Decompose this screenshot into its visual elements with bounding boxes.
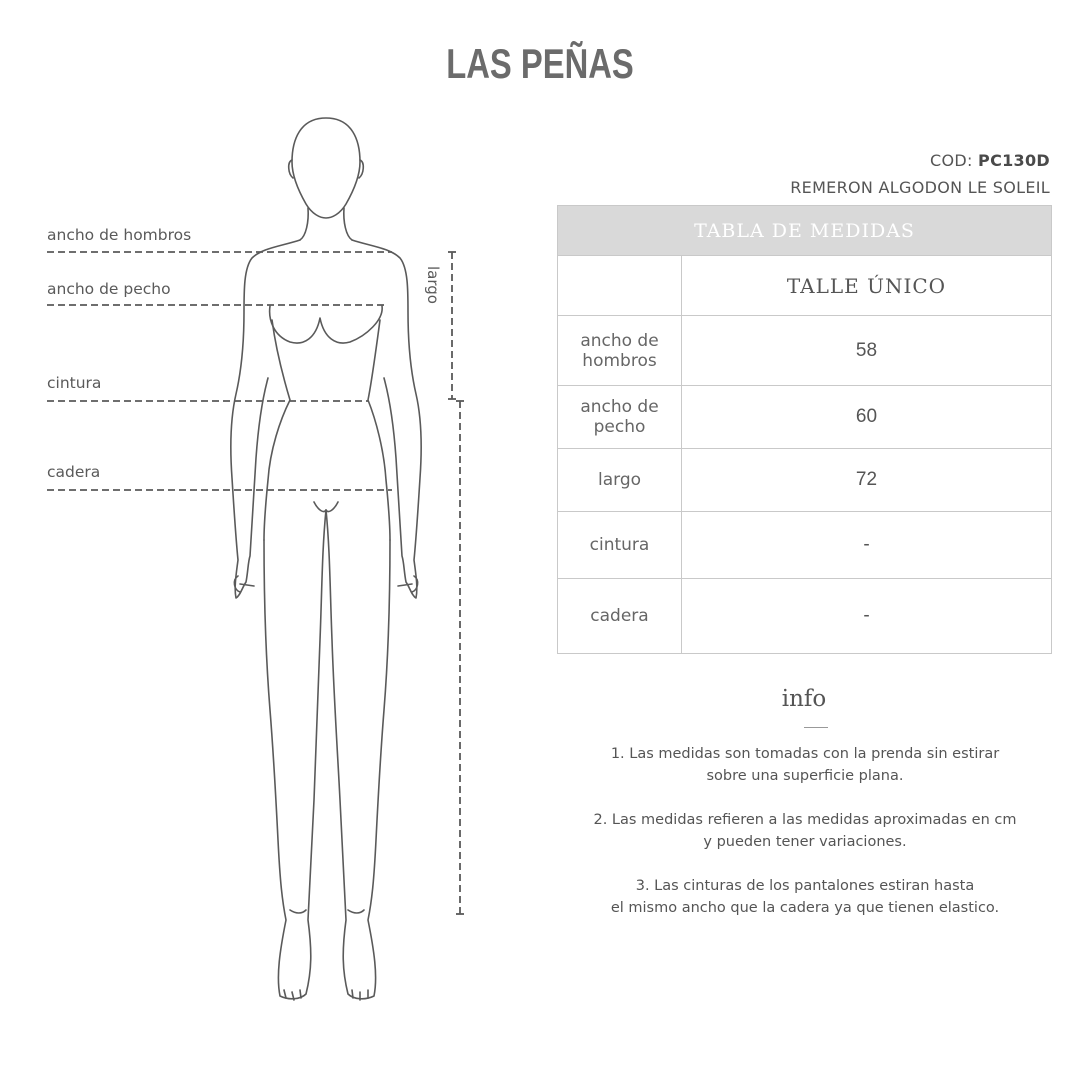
row-value: 60: [682, 386, 1052, 449]
size-column-header: TALLE ÚNICO: [682, 256, 1052, 316]
product-code: [930, 151, 1050, 170]
table-row: [558, 386, 1052, 449]
chest-label: ancho de pecho: [47, 280, 171, 298]
row-value: -: [682, 579, 1052, 654]
table-row: [558, 512, 1052, 579]
waist-label: cintura: [47, 374, 102, 392]
size-table-corner-cell: [558, 256, 682, 316]
row-label: ancho de hombros: [558, 316, 682, 386]
size-table-title: TABLA DE MEDIDAS: [558, 206, 1052, 256]
row-value: 58: [682, 316, 1052, 386]
row-value: 72: [682, 449, 1052, 512]
figure-torso-left: [264, 320, 290, 540]
shoulders-label: ancho de hombros: [47, 226, 192, 244]
table-row: [558, 579, 1052, 654]
figure-left-arm: [231, 240, 300, 598]
row-label: largo: [558, 449, 682, 512]
info-title: info: [781, 686, 827, 712]
figure-torso-right: [368, 320, 390, 540]
brand-title: LAS PEÑAS: [446, 40, 634, 87]
info-note-1: 1. Las medidas son tomadas con la prenda sin estirar sobre una superficie plana.: [610, 746, 1000, 784]
product-code-value: PC130D: [978, 151, 1050, 170]
row-label: ancho de pecho: [558, 386, 682, 449]
figure-bust: [270, 306, 383, 343]
info-note-3: 3. Las cinturas de los pantalones estiran hasta el mismo ancho que la cadera ya que tienen elastico.: [610, 878, 1000, 916]
info-divider: [804, 727, 828, 728]
row-label: cadera: [558, 579, 682, 654]
table-row: [558, 449, 1052, 512]
size-table: [557, 205, 1052, 654]
row-label: cintura: [558, 512, 682, 579]
figure-right-arm: [352, 240, 421, 598]
figure-left-leg: [264, 510, 326, 999]
table-row: [558, 316, 1052, 386]
figure-head: [292, 118, 360, 218]
product-code-label: COD:: [929, 151, 973, 170]
figure-right-leg: [326, 510, 390, 999]
row-value: -: [682, 512, 1052, 579]
hip-label: cadera: [47, 463, 101, 481]
product-name: REMERON ALGODON LE SOLEIL: [790, 178, 1050, 197]
info-note-2: 2. Las medidas refieren a las medidas aproximadas en cm y pueden tener variaciones.: [593, 812, 1017, 850]
length-label: largo: [424, 266, 442, 304]
